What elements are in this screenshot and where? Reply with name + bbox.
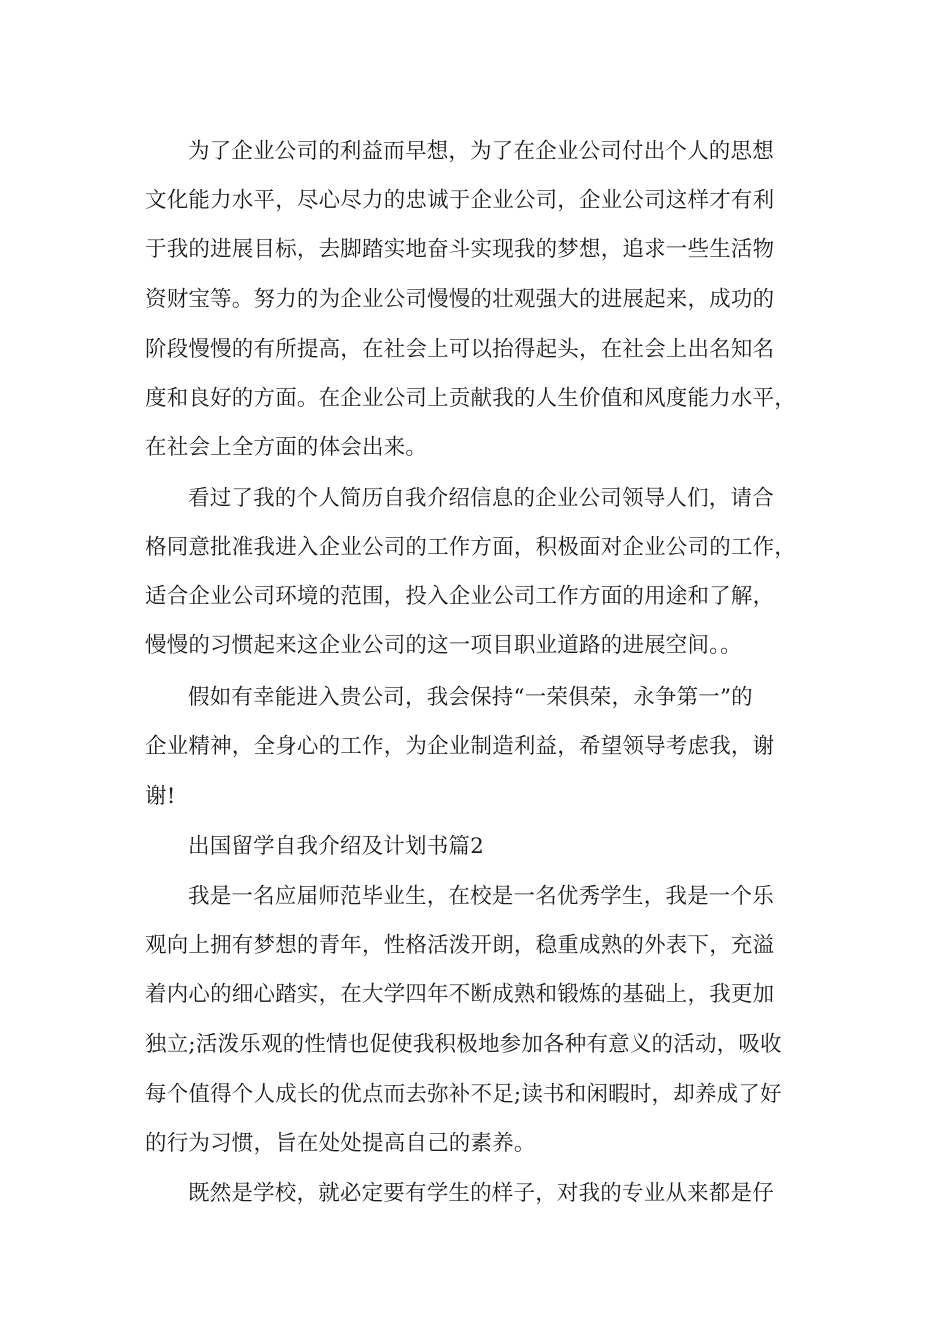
paragraph-4-line-4: 独立;活泼乐观的性情也促使我积极地参加各种有意义的活动，吸收	[145, 1032, 782, 1057]
paragraph-1-line-5: 阶段慢慢的有所提高，在社会上可以抬得起头，在社会上出名知名	[145, 337, 775, 362]
paragraph-5-line-1: 既然是学校，就必定要有学生的样子，对我的专业从来都是仔	[188, 1181, 774, 1206]
paragraph-1-line-1: 为了企业公司的利益而早想，为了在企业公司付出个人的思想	[188, 139, 774, 164]
paragraph-3-line-3: 谢!	[145, 784, 176, 809]
paragraph-2-line-3: 适合企业公司环境的范围，投入企业公司工作方面的用途和了解，	[145, 584, 775, 609]
paragraph-4-line-5: 每个值得个人成长的优点而去弥补不足;读书和闲暇时，却养成了好	[145, 1082, 782, 1107]
paragraph-4-line-2: 观向上拥有梦想的青年，性格活泼开朗，稳重成熟的外表下，充溢	[145, 933, 775, 958]
paragraph-1-line-4: 资财宝等。努力的为企业公司慢慢的壮观强大的进展起来，成功的	[145, 287, 775, 312]
paragraph-4-line-1: 我是一名应届师范毕业生，在校是一名优秀学生，我是一个乐	[188, 884, 774, 909]
paragraph-3-line-1: 假如有幸能进入贵公司，我会保持“一荣俱荣，永争第一”的	[188, 685, 753, 710]
section-heading: 出国留学自我介绍及计划书篇2	[188, 834, 484, 859]
paragraph-1-line-2: 文化能力水平，尽心尽力的忠诚于企业公司，企业公司这样才有利	[145, 188, 775, 213]
paragraph-1-line-7: 在社会上全方面的体会出来。	[145, 435, 428, 460]
paragraph-2-line-1: 看过了我的个人简历自我介绍信息的企业公司领导人们，请合	[188, 486, 774, 511]
paragraph-4-line-3: 着内心的细心踏实，在大学四年不断成熟和锻炼的基础上，我更加	[145, 982, 775, 1007]
paragraph-2-line-4: 慢慢的习惯起来这企业公司的这一项目职业道路的进展空间。。	[145, 633, 742, 658]
paragraph-1-line-6: 度和良好的方面。在企业公司上贡献我的人生价值和风度能力水平，	[145, 386, 797, 411]
paragraph-1-line-3: 于我的进展目标，去脚踏实地奋斗实现我的梦想，追求一些生活物	[145, 237, 775, 262]
paragraph-4-line-6: 的行为习惯，旨在处处提高自己的素养。	[145, 1131, 536, 1156]
paragraph-2-line-2: 格同意批准我进入企业公司的工作方面，积极面对企业公司的工作，	[145, 535, 797, 560]
paragraph-3-line-2: 企业精神，全身心的工作，为企业制造利益，希望领导考虑我，谢	[145, 734, 775, 759]
